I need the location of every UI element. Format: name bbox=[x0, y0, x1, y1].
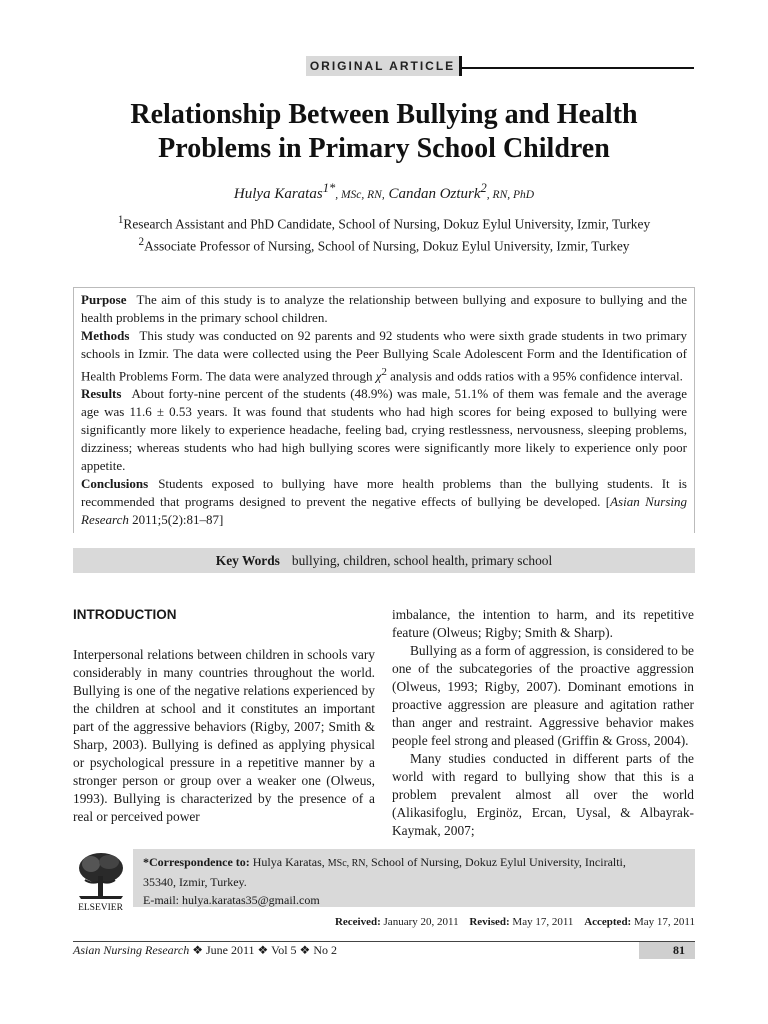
footer-citation bbox=[73, 943, 337, 958]
affiliation-1 bbox=[60, 211, 708, 233]
elsevier-tree-icon bbox=[73, 850, 128, 912]
publisher-name: ELSEVIER bbox=[78, 903, 123, 912]
affiliation-1-number: 1 bbox=[117, 214, 124, 226]
article-type-label: ORIGINAL ARTICLE bbox=[306, 56, 462, 76]
methods-text-a: This study was conducted on 92 parents and 92 students who were sixth grade students in two primary schools in Izmir. The data were collected using the Peer Bullying Scale Adolescent Form and the Identification of Health Problems Form. The data were analyzed through bbox=[81, 328, 687, 384]
body-paragraph: Bullying as a form of aggression, is considered to be one of the subcategories of the proactive aggression (Olweus, 1993; Rigby, 2007). Dominant emotions in proactive aggression are pleasure and agitation rather than anger and restraint. Aggressive behavior makes people feel strong and pleased (Griffin & Gross, 2004). bbox=[392, 643, 694, 748]
methods-label: Methods bbox=[81, 328, 130, 343]
footer-issue: No 2 bbox=[313, 943, 337, 957]
page-number: 81 bbox=[639, 942, 695, 959]
author-1-credentials: , MSc, RN, bbox=[335, 189, 385, 201]
abstract-box bbox=[73, 287, 695, 533]
keywords-bar bbox=[73, 548, 695, 573]
correspondence-label: *Correspondence to: bbox=[143, 855, 250, 869]
citation-details: 2011;5(2):81–87] bbox=[128, 512, 224, 528]
correspondence-box bbox=[133, 849, 695, 907]
page-footer bbox=[73, 941, 695, 959]
article-title bbox=[60, 98, 708, 166]
methods-text-b: analysis and odds ratios with a 95% confidence interval. bbox=[386, 368, 683, 384]
keywords-label: Key Words bbox=[215, 553, 280, 568]
accepted-label: Accepted: bbox=[584, 916, 632, 928]
conclusions-text: Students exposed to bullying have more health problems than the bullying students. It is recommended that programs designed to prevent the negative effects of bullying be developed. [ bbox=[81, 476, 687, 510]
article-type-bar bbox=[306, 56, 694, 76]
conclusions-label: Conclusions bbox=[81, 476, 149, 492]
author-2-credentials: , RN, PhD bbox=[486, 189, 535, 201]
abstract-results bbox=[81, 385, 687, 475]
abstract-purpose bbox=[81, 291, 687, 327]
keywords-value: bullying, children, school health, primary school bbox=[291, 553, 553, 568]
correspondence-line-1 bbox=[143, 853, 685, 873]
affiliation-1-text: Research Assistant and PhD Candidate, School of Nursing, Dokuz Eylul University, Izmir, Turkey bbox=[123, 216, 651, 232]
footer-volume: Vol 5 bbox=[271, 943, 297, 957]
accepted-date: May 17, 2011 bbox=[631, 916, 695, 928]
author-2-name: Candan Ozturk bbox=[388, 186, 481, 202]
author-1-name: Hulya Karatas bbox=[233, 186, 323, 202]
body-paragraph: imbalance, the intention to harm, and its repetitive feature (Olweus; Rigby; Smith & Sharp). bbox=[392, 607, 694, 640]
author-line bbox=[60, 181, 708, 203]
chi-symbol: χ bbox=[375, 368, 382, 384]
body-column-left bbox=[73, 606, 375, 826]
correspondence-name: Hulya Karatas, bbox=[249, 855, 328, 869]
revised-date: May 17, 2011 bbox=[509, 916, 574, 928]
body-column-right bbox=[392, 606, 694, 840]
footer-separator: ❖ bbox=[189, 943, 206, 957]
chi-superscript: 2 bbox=[381, 366, 387, 378]
received-label: Received: bbox=[334, 916, 381, 928]
purpose-text: The aim of this study is to analyze the relationship between bullying and exposure to bullying and the health problems in the primary school children. bbox=[81, 292, 687, 325]
section-heading-introduction: INTRODUCTION bbox=[73, 607, 177, 622]
body-paragraph: Interpersonal relations between children in schools vary considerably in many countries throughout the world. Bullying is one of the negative relations experienced by the children at school and it constitutes an important part of the aggressive behaviors (Rigby, 2007; Smith & Sharp, 2003). Bullying is defined as applying physical or psychological pressure in a repetitive manner by a stronger person or group over a weaker one (Olweus, 1993). Bullying is characterized by the presence of a real or perceived power bbox=[73, 647, 375, 824]
correspondence-address: School of Nursing, Dokuz Eylul University, Inciralti, bbox=[368, 855, 626, 869]
affiliation-2 bbox=[60, 233, 708, 255]
purpose-label: Purpose bbox=[81, 292, 127, 307]
correspondence-line-2: 35340, Izmir, Turkey. bbox=[143, 875, 247, 889]
author-1-marks: 1* bbox=[322, 181, 336, 195]
footer-date: June 2011 bbox=[205, 943, 255, 957]
author-2-marks: 2 bbox=[480, 181, 487, 195]
header-rule bbox=[456, 67, 694, 69]
results-text: About forty-nine percent of the students (48.9%) was male, 51.1% of them was female and the average age was 11.6 ± 0.53 years. It was found that students who had high scores for being exposed to bullying were significantly more likely to experience headache, feeling bad, crying restlessness, nervousness, sleeping problems, dizziness; whereas students who had high bullying scores were significantly more likely to experience only poor appetite. bbox=[81, 386, 687, 474]
correspondence-email: E-mail: hulya.karatas35@gmail.com bbox=[143, 893, 320, 907]
revised-label: Revised: bbox=[469, 916, 510, 928]
affiliation-2-number: 2 bbox=[138, 236, 145, 249]
received-date: January 20, 2011 bbox=[380, 916, 459, 928]
footer-separator: ❖ bbox=[296, 943, 314, 957]
abstract-methods bbox=[81, 327, 687, 385]
footer-separator: ❖ bbox=[254, 943, 272, 957]
elsevier-logo bbox=[73, 850, 128, 912]
article-dates bbox=[300, 916, 695, 928]
body-paragraph: Many studies conducted in different parts of the world with regard to bullying show that this is a problem prevalent almost all over the world (Alikasifoglu, Erginöz, Ercan, Uysal, & Albayrak-Kaymak, 2007; bbox=[392, 751, 694, 838]
footer-journal: Asian Nursing Research bbox=[73, 943, 190, 957]
results-label: Results bbox=[81, 386, 122, 402]
affiliations bbox=[60, 211, 708, 256]
correspondence-credentials: MSc, RN, bbox=[327, 858, 369, 869]
title-line-1: Relationship Between Bullying and Health bbox=[130, 99, 638, 130]
title-line-2: Problems in Primary School Children bbox=[158, 133, 610, 164]
abstract-conclusions bbox=[81, 475, 687, 529]
affiliation-2-text: Associate Professor of Nursing, School of Nursing, Dokuz Eylul University, Izmir, Turkey bbox=[144, 238, 630, 254]
citation-journal: Asian Nursing Research bbox=[81, 494, 687, 528]
